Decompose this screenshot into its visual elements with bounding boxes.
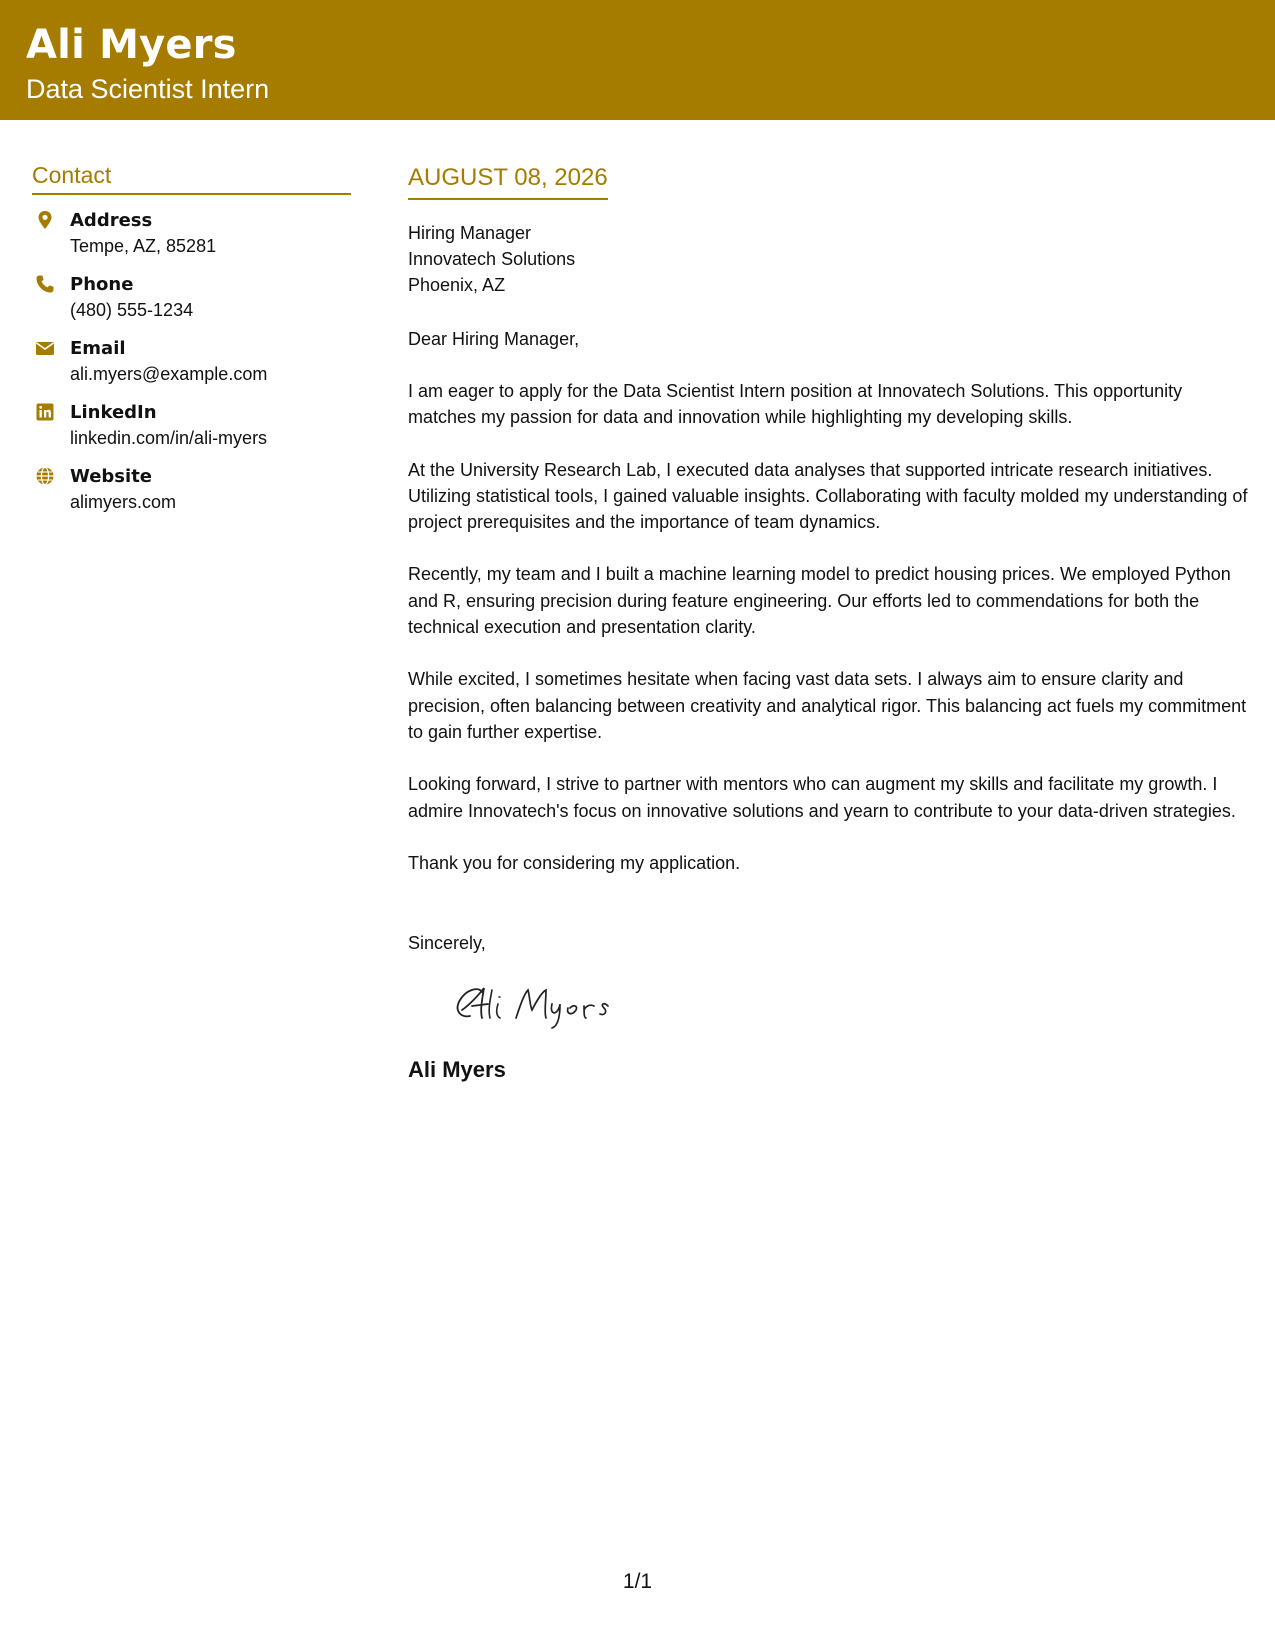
applicant-name: Ali Myers (26, 22, 237, 68)
linkedin-icon (35, 402, 55, 422)
contact-website (32, 465, 351, 515)
applicant-role: Data Scientist Intern (26, 74, 270, 104)
signature-image (448, 976, 638, 1032)
phone-icon (35, 274, 55, 294)
letter-paragraph: At the University Research Lab, I executed data analyses that supported intricate research initiatives. Utilizing statistical tools, I gained valuable insights. Collaborating with faculty molded my understanding of project prerequisites and the importance of team dynamics. (408, 459, 1248, 533)
closing: Sincerely, (408, 933, 486, 954)
globe-icon (35, 466, 55, 486)
letter-paragraph: Looking forward, I strive to partner with mentors who can augment my skills and facilitate my growth. I admire Innovatech's focus on innovative solutions and yearn to contribute to your data-driven strategies. (408, 774, 1236, 821)
contact-value: (480) 555-1234 (70, 300, 194, 320)
contact-title: Contact (32, 162, 351, 195)
contact-label: Address (70, 210, 153, 231)
letter-body (408, 164, 1248, 1083)
contact-linkedin (32, 401, 351, 451)
letter-paragraph: I am eager to apply for the Data Scientist Intern position at Innovatech Solutions. This opportunity matches my passion for data and innovation while highlighting my developing skills. (408, 381, 1183, 428)
recipient-line: Innovatech Solutions (408, 249, 576, 269)
envelope-icon (35, 338, 55, 358)
contact-value: Tempe, AZ, 85281 (70, 236, 217, 256)
page-number: 1/1 (622, 1570, 653, 1593)
contact-label: Email (70, 338, 126, 359)
letter-date: AUGUST 08, 2026 (408, 164, 608, 200)
contact-address (32, 209, 351, 259)
letter-paragraph: Thank you for considering my application. (408, 852, 741, 873)
letter-paragraph: Recently, my team and I built a machine learning model to predict housing prices. We employed Python and R, ensuring precision during feature engineering. Our efforts led to commendations for both the technical execution and presentation clarity. (408, 564, 1231, 638)
contact-label: Website (70, 466, 153, 487)
contact-phone (32, 273, 351, 323)
contact-value: alimyers.com (70, 492, 177, 512)
contact-email (32, 337, 351, 387)
map-pin-icon (35, 210, 55, 230)
recipient-line: Hiring Manager (408, 223, 532, 243)
signer-name: Ali Myers (408, 1057, 506, 1083)
contact-value: ali.myers@example.com (70, 364, 268, 384)
header-banner (0, 0, 1275, 120)
recipient-block (408, 220, 1248, 298)
recipient-line: Phoenix, AZ (408, 275, 506, 295)
contact-sidebar (32, 162, 351, 515)
contact-label: LinkedIn (70, 402, 157, 423)
letter-paragraph: While excited, I sometimes hesitate when facing vast data sets. I always aim to ensure clarity and precision, often balancing between creativity and analytical rigor. This balancing act fuels my commitment to gain further expertise. (408, 669, 1247, 742)
salutation: Dear Hiring Manager, (408, 329, 580, 349)
contact-value: linkedin.com/in/ali-myers (70, 428, 268, 448)
contact-label: Phone (70, 274, 134, 295)
